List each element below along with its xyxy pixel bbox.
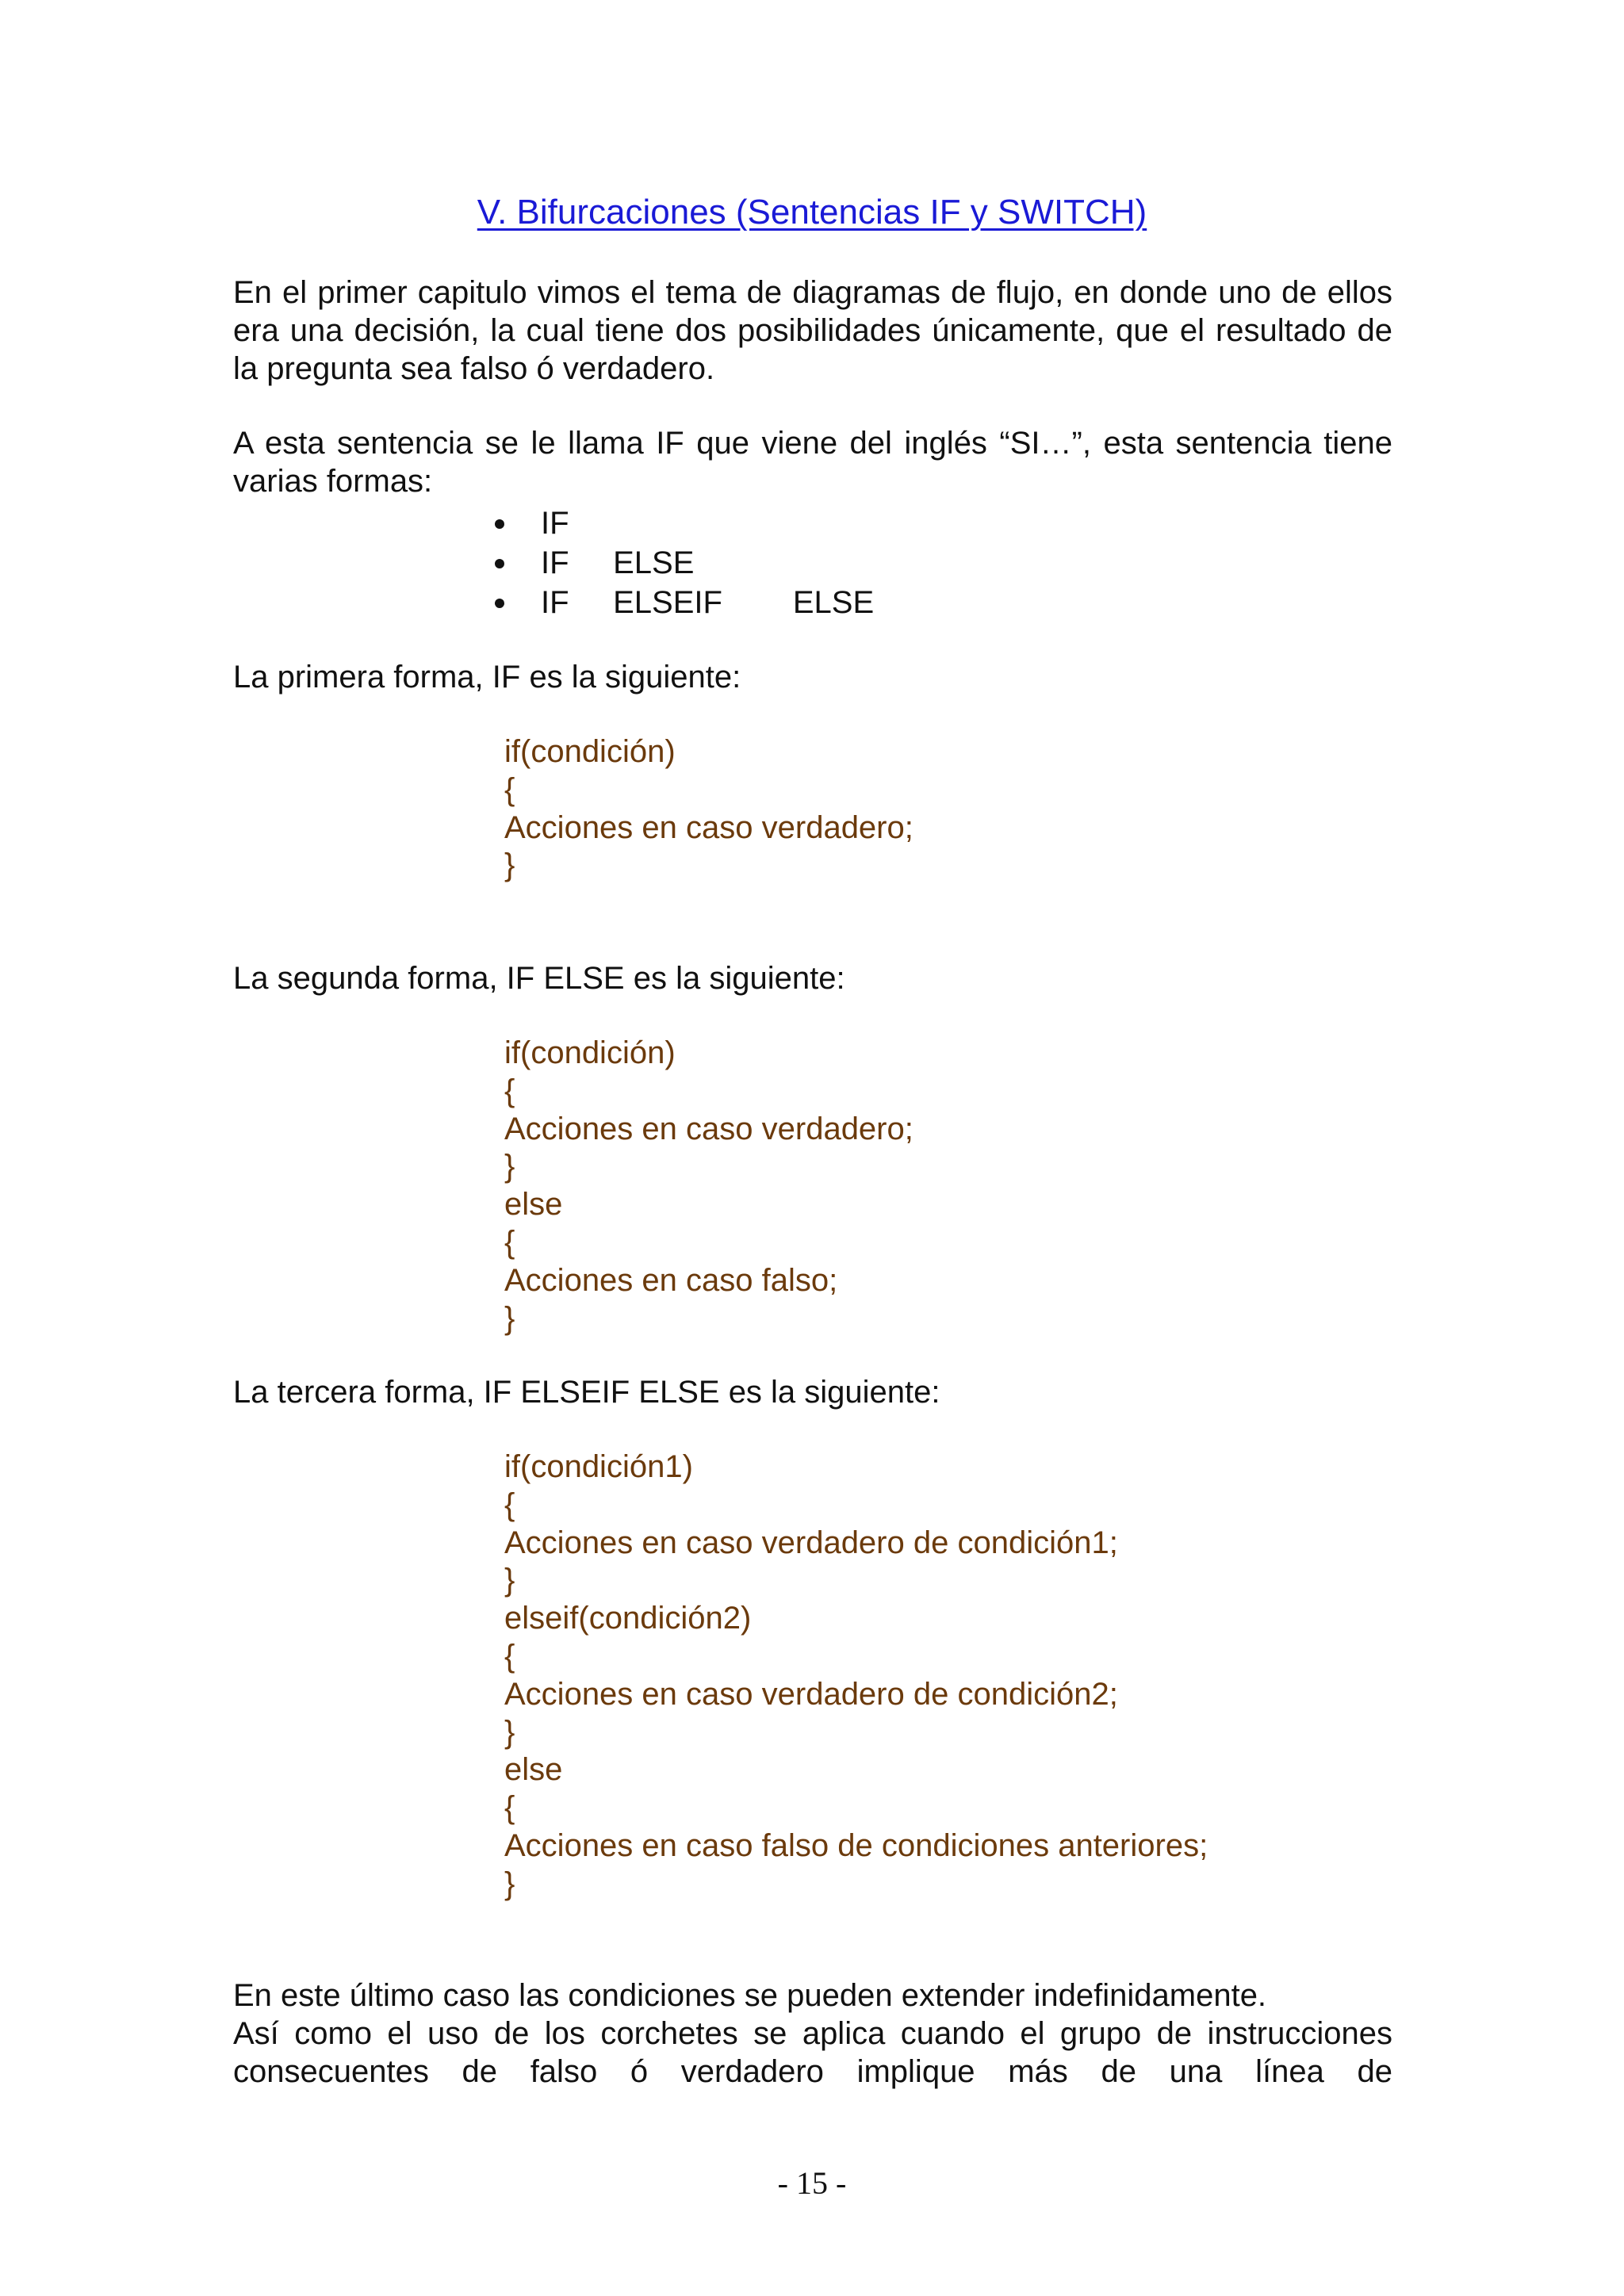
code-line: { bbox=[504, 1224, 515, 1260]
section-title: V. Bifurcaciones (Sentencias IF y SWITCH) bbox=[477, 193, 1147, 232]
code-line: Acciones en caso verdadero de condición1; bbox=[504, 1525, 1118, 1560]
page-number: - 15 - bbox=[777, 2165, 847, 2201]
code-line: { bbox=[504, 1790, 515, 1826]
second-form-heading: La segunda forma, IF ELSE es la siguiente: bbox=[233, 961, 845, 996]
code-line: } bbox=[504, 1300, 515, 1336]
code-line: { bbox=[504, 1638, 515, 1674]
third-form-heading: La tercera forma, IF ELSEIF ELSE es la siguiente: bbox=[233, 1375, 940, 1410]
code-line: } bbox=[504, 1563, 515, 1598]
code-line: if(condición) bbox=[504, 1035, 676, 1070]
first-form-heading: La primera forma, IF es la siguiente: bbox=[233, 660, 741, 695]
list-item: IF ELSEIF ELSE bbox=[492, 583, 874, 622]
code-line: } bbox=[504, 848, 515, 883]
code-line: { bbox=[504, 1487, 515, 1522]
closing-paragraph: Así como el uso de los corchetes se aplica cuando el grupo de instrucciones consecuentes de falso ó verdadero implique más de una línea de bbox=[233, 2016, 1392, 2089]
closing-sentence: En este último caso las condiciones se pueden extender indefinidamente. bbox=[233, 1978, 1267, 2013]
code-line: Acciones en caso verdadero de condición2; bbox=[504, 1676, 1118, 1712]
if-forms-list bbox=[492, 503, 874, 622]
list-item: IF ELSE bbox=[492, 543, 874, 583]
code-line: } bbox=[504, 1714, 515, 1750]
code-line: Acciones en caso falso de condiciones anteriores; bbox=[504, 1827, 1208, 1863]
code-block-if-else bbox=[504, 1035, 914, 1337]
code-line: else bbox=[504, 1752, 563, 1788]
list-item: IF bbox=[492, 503, 874, 543]
if-forms-paragraph: A esta sentencia se le llama IF que viene del inglés “SI…”, esta sentencia tiene varias formas: bbox=[233, 426, 1392, 499]
code-block-if-elseif-else bbox=[504, 1448, 1208, 1904]
code-line: } bbox=[504, 1149, 515, 1184]
code-line: { bbox=[504, 771, 515, 807]
code-line: { bbox=[504, 1073, 515, 1108]
code-line: elseif(condición2) bbox=[504, 1601, 752, 1636]
code-line: else bbox=[504, 1187, 563, 1223]
code-block-if bbox=[504, 733, 914, 885]
code-line: Acciones en caso verdadero; bbox=[504, 809, 914, 845]
code-line: if(condición) bbox=[504, 734, 676, 769]
code-line: Acciones en caso falso; bbox=[504, 1262, 838, 1298]
code-line: Acciones en caso verdadero; bbox=[504, 1111, 914, 1146]
code-line: } bbox=[504, 1866, 515, 1901]
code-line: if(condición1) bbox=[504, 1449, 693, 1484]
intro-paragraph: En el primer capitulo vimos el tema de diagramas de flujo, en donde uno de ellos era una decisión, la cual tiene dos posibilidades únicamente, que el resultado de la pregunta sea falso ó verdadero. bbox=[233, 275, 1392, 386]
